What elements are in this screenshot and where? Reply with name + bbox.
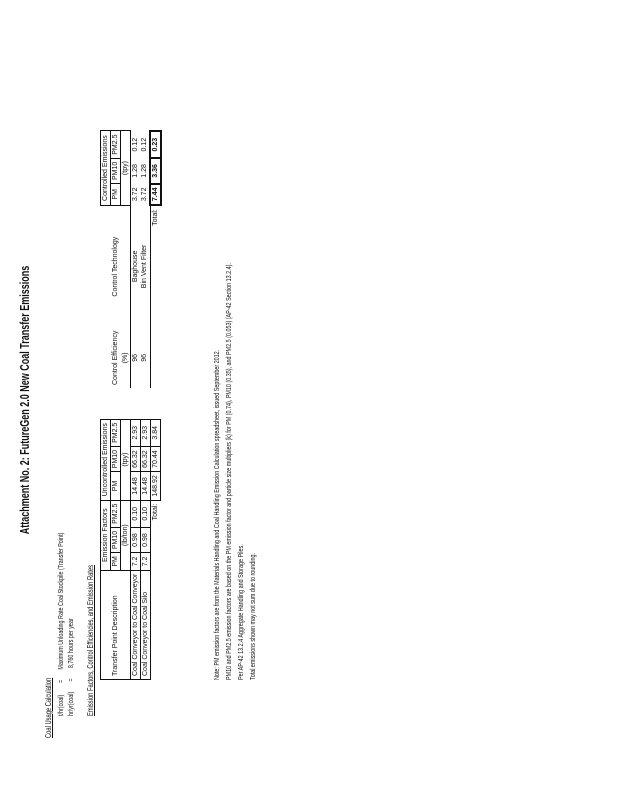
ef-value: 0.98 — [131, 527, 141, 552]
note-1: Note: PM emission factors are from the Materials Handling and Coal Handling Emission Calculation spreadsheet, issued September 2012. — [212, 349, 221, 680]
basis-line-2 — [66, 618, 75, 716]
total-row — [151, 419, 161, 679]
row-source: Coal Conveyor to Coal Silo — [141, 570, 151, 679]
basis-label: t/hr(coal) — [56, 694, 65, 716]
ce-total: 7.44 — [150, 184, 161, 206]
ef-value: 0.98 — [141, 527, 151, 552]
ef-col-pm25: PM2.5 — [111, 500, 121, 527]
ue-group-header: Uncontrolled Emissions — [101, 419, 111, 500]
ce-col-pm10: PM10 — [111, 158, 121, 183]
ce-value: 1.28 — [132, 164, 139, 178]
ce-total: 3.36 — [150, 158, 161, 183]
ue-value: 14.48 — [131, 472, 141, 500]
table1-heading: Emission Factors, Control Efficiencies, and Emission Rates — [86, 565, 95, 716]
ue-value: 2.93 — [131, 419, 141, 446]
table-row — [141, 419, 151, 679]
controlled-emissions-table — [100, 130, 162, 388]
ue-total: 70.44 — [151, 446, 161, 471]
table-row — [131, 131, 141, 388]
ce-group-header: Controlled Emissions — [101, 131, 111, 205]
ce-value: 0.12 — [132, 137, 139, 152]
basis-value: Maximum Unloading Rate Coal Stockpile (Transfer Point) — [56, 532, 65, 670]
ce-col-pm25: PM2.5 — [111, 131, 121, 158]
ce-value: 1.28 — [140, 158, 150, 183]
ce-col-pm: PM — [111, 184, 121, 206]
ef-group-header: Emission Factors — [101, 500, 111, 570]
tech-value: Baghouse — [132, 250, 139, 283]
ue-value: 66.32 — [141, 446, 151, 471]
eff-unit: (%) — [121, 328, 131, 388]
basis-value: 8,760 hours per year — [66, 618, 75, 669]
tech-value: Bin Vent Filter — [140, 205, 150, 328]
basis-eq: = — [66, 678, 75, 682]
note-4: Total emissions shown may not sum due to rounding. — [248, 553, 257, 680]
eff-col-header: Control Efficiency — [112, 330, 119, 385]
ef-col-pm10: PM10 — [111, 527, 121, 552]
basis-label: hr/yr(coal) — [66, 691, 75, 716]
ef-value: 7.2 — [141, 553, 151, 571]
total-label: Total: — [152, 209, 160, 226]
ue-col-pm: PM — [111, 472, 121, 500]
ce-value: 0.12 — [140, 131, 150, 158]
total-label: Total: — [152, 503, 160, 521]
ue-col-pm25: PM2.5 — [111, 419, 121, 446]
ef-value: 0.10 — [141, 500, 151, 527]
source-col-header: Transfer Point Description — [111, 570, 121, 679]
note-3: Per AP-42 13.2.4 Aggregate Handling and Storage Piles. — [236, 544, 245, 680]
ce-value: 3.72 — [140, 184, 150, 206]
table-row — [131, 419, 141, 679]
ue-value: 66.32 — [131, 446, 141, 471]
ef-col-pm: PM — [111, 553, 121, 571]
basis-heading: Coal Usage Calculation — [44, 677, 53, 738]
ue-total: 148.92 — [151, 472, 161, 500]
page-title: Attachment No. 2: FutureGen 2.0 New Coal Transfer Emissions — [18, 265, 32, 535]
ef-unit: (lb/ton) — [121, 500, 131, 570]
ue-total: 3.84 — [151, 419, 161, 446]
row-source: Coal Conveyor to Coal Conveyor — [131, 570, 141, 679]
note-2: PM10 and PM2.5 emission factors are based on the PM emission factor and particle size multipliers (k) for PM (0.74), PM10 (0.35), and PM2.5 (0.053) (AP-42 Section 13.2.4). — [224, 263, 233, 680]
ue-unit: (tpy) — [121, 419, 131, 500]
ef-value: 7.2 — [131, 553, 141, 571]
ce-total: 0.23 — [150, 131, 161, 158]
ue-value: 2.93 — [141, 419, 151, 446]
ef-value: 0.10 — [131, 500, 141, 527]
ue-value: 14.48 — [141, 472, 151, 500]
total-row — [150, 131, 161, 388]
emission-factors-table — [100, 419, 161, 680]
table-row — [140, 131, 150, 388]
tech-col-header: Control Technology — [112, 236, 119, 297]
basis-eq: = — [56, 679, 65, 684]
basis-line-1 — [56, 533, 65, 716]
eff-value: 96 — [132, 353, 139, 362]
ue-col-pm10: PM10 — [111, 446, 121, 471]
ce-unit: (tpy) — [121, 131, 131, 205]
eff-value: 96 — [140, 328, 150, 388]
ce-value: 3.72 — [132, 187, 139, 202]
